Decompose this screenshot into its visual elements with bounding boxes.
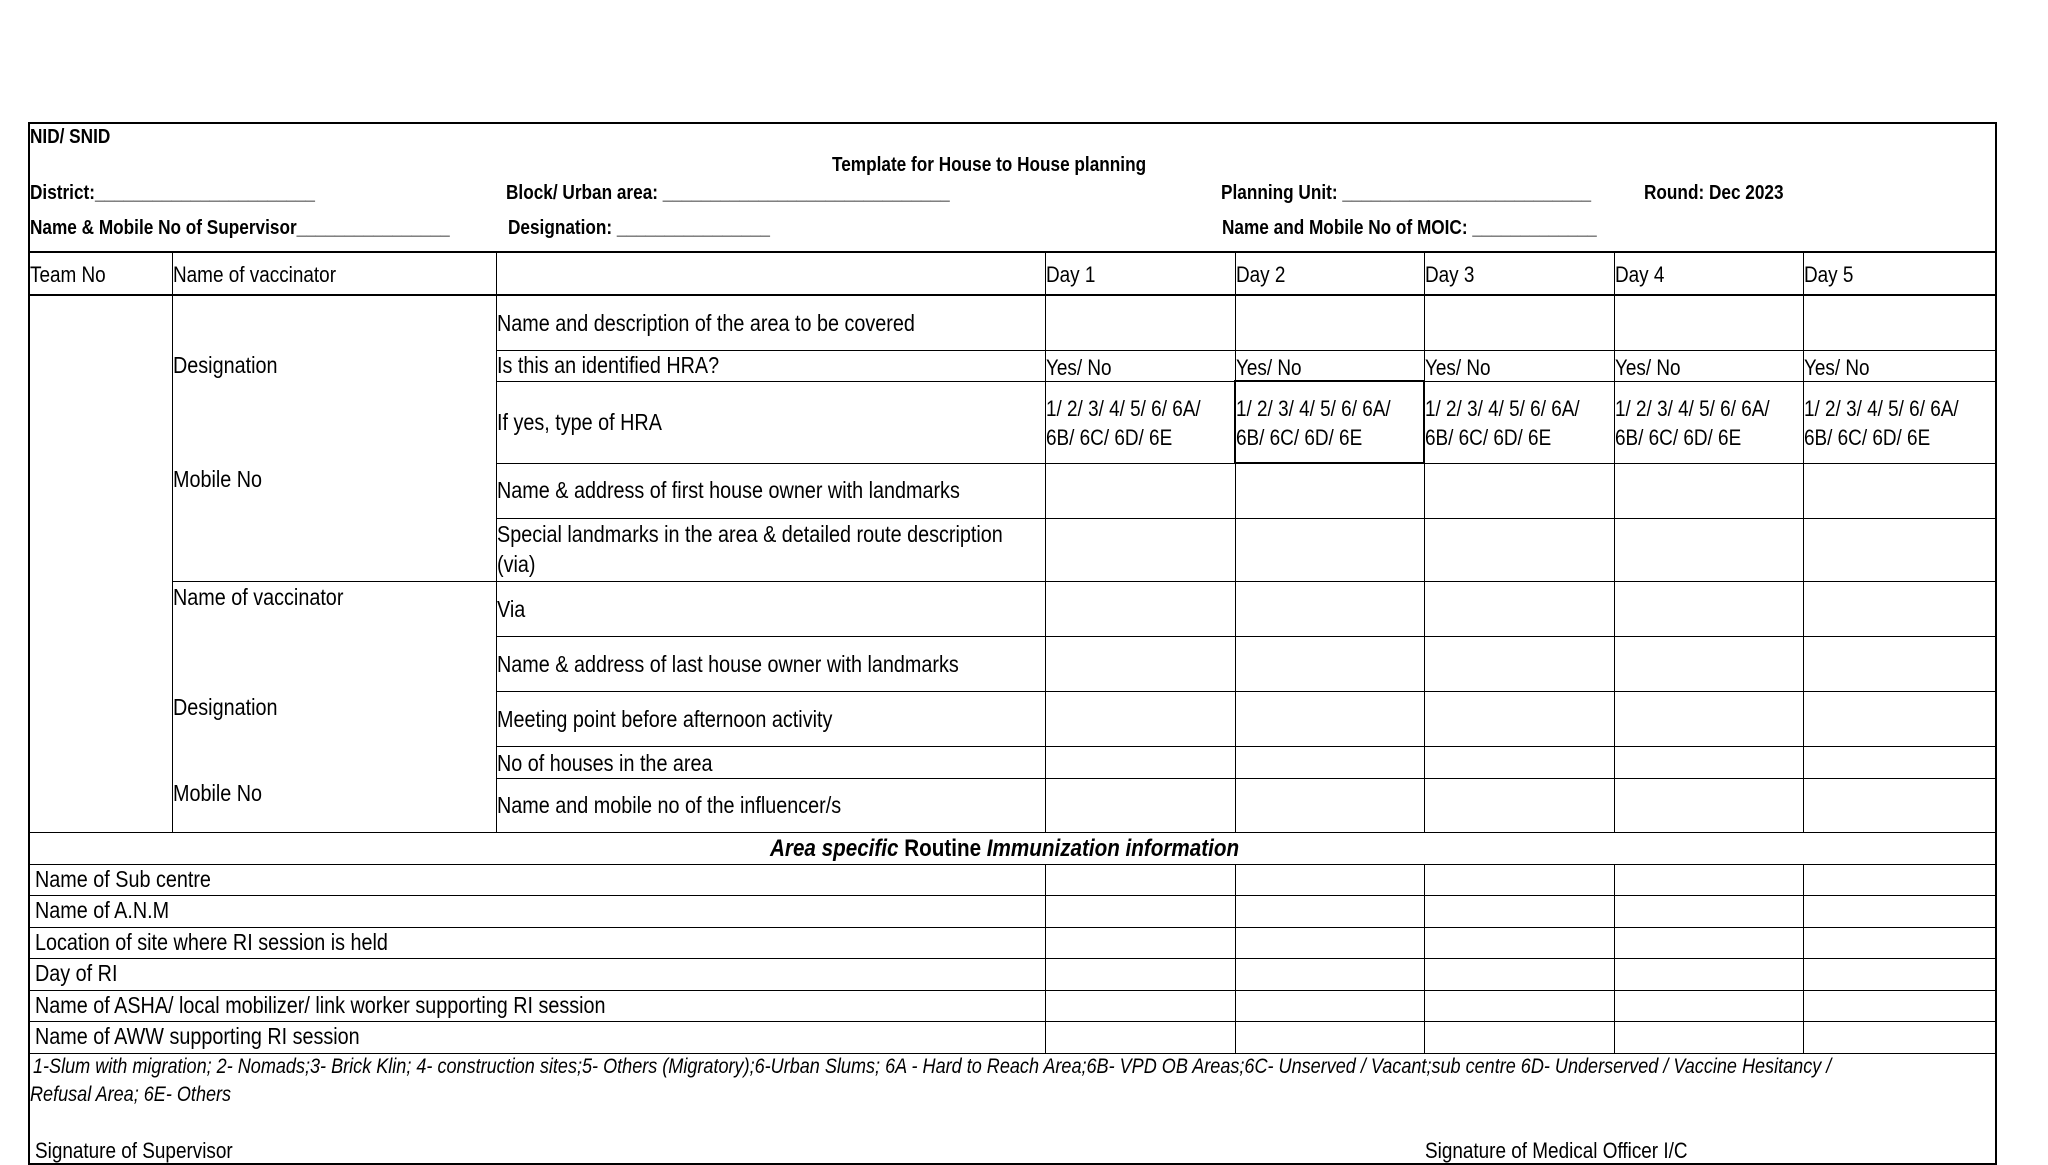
col-header-team-no: Team No (30, 262, 106, 287)
hra-types-day-2: 1/ 2/ 3/ 4/ 5/ 6/ 6A/ (1236, 396, 1391, 421)
row-line (496, 746, 1997, 747)
hra-types-day-1: 1/ 2/ 3/ 4/ 5/ 6/ 6A/ (1046, 396, 1201, 421)
row-line (172, 581, 1997, 582)
designation-label-1: Designation (173, 352, 278, 378)
row-label-influencer: Name and mobile no of the influencer/s (497, 792, 842, 818)
designation-label-2: Designation (173, 694, 278, 720)
hra-yes-no-day-5: Yes/ No (1804, 355, 1870, 380)
row-line (496, 518, 1997, 519)
ri-row-sub-centre: Name of Sub centre (35, 866, 211, 892)
col-line (1803, 252, 1804, 832)
ri-row-asha: Name of ASHA/ local mobilizer/ link worker supporting RI session (35, 992, 606, 1018)
hra-types-day-1-line2: 6B/ 6C/ 6D/ 6E (1046, 425, 1173, 450)
selected-cell[interactable] (1234, 380, 1425, 464)
col-line (1235, 864, 1236, 1053)
row-label-houses: No of houses in the area (497, 750, 713, 776)
ri-row-day: Day of RI (35, 960, 118, 986)
designation-field: Designation: ________________ (508, 217, 770, 239)
row-label-area: Name and description of the area to be covered (497, 310, 915, 336)
hra-types-day-3-line2: 6B/ 6C/ 6D/ 6E (1425, 425, 1552, 450)
hra-types-day-4: 1/ 2/ 3/ 4/ 5/ 6/ 6A/ (1615, 396, 1770, 421)
col-header-day-4: Day 4 (1615, 262, 1665, 287)
row-label-hra-type: If yes, type of HRA (497, 409, 662, 435)
row-line (496, 636, 1997, 637)
col-line (172, 252, 173, 832)
program-label: NID/ SNID (30, 126, 111, 148)
col-line (1424, 864, 1425, 1053)
row-line (28, 1053, 1997, 1054)
hra-yes-no-day-2: Yes/ No (1236, 355, 1302, 380)
vaccinator-label-2: Name of vaccinator (173, 584, 344, 610)
district-field: District:_______________________ (30, 182, 316, 204)
col-line (1614, 252, 1615, 832)
col-header-day-5: Day 5 (1804, 262, 1854, 287)
ri-section-title (770, 835, 1239, 863)
col-header-day-2: Day 2 (1236, 262, 1286, 287)
hra-types-day-2-line2: 6B/ 6C/ 6D/ 6E (1236, 425, 1363, 450)
round-label: Round: Dec 2023 (1644, 182, 1784, 204)
column-header-divider (28, 294, 1997, 296)
row-label-first-house: Name & address of first house owner with landmarks (497, 477, 960, 503)
row-label-last-house: Name & address of last house owner with landmarks (497, 651, 959, 677)
medical-officer-signature: Signature of Medical Officer I/C (1425, 1138, 1688, 1163)
col-line (1045, 864, 1046, 1053)
ri-section-title-line (28, 864, 1997, 865)
hra-legend-line-1: 1-Slum with migration; 2- Nomads;3- Brick Klin; 4- construction sites;5- Others (Migratory);6-Urban Slums; 6A - Hard to Reach Area;6B- VPD OB Areas;6C- Unserved / Vacant;sub centre 6D- Underserved / Vaccine Hesitancy / (33, 1055, 1832, 1078)
ri-title-part-3: Immunization information (986, 835, 1240, 862)
supervisor-field: Name & Mobile No of Supervisor________________ (30, 217, 450, 239)
col-header-day-1: Day 1 (1046, 262, 1096, 287)
col-header-vaccinator: Name of vaccinator (173, 262, 336, 287)
hra-types-day-5-line2: 6B/ 6C/ 6D/ 6E (1804, 425, 1931, 450)
row-line (28, 927, 1997, 928)
form-title: Template for House to House planning (832, 154, 1147, 176)
row-line (28, 958, 1997, 959)
supervisor-signature: Signature of Supervisor (35, 1138, 233, 1163)
ri-row-anm: Name of A.N.M (35, 897, 170, 923)
planning-unit-field: Planning Unit: __________________________ (1221, 182, 1592, 204)
ri-title-part-1: Area specific (770, 835, 899, 862)
row-line (28, 895, 1997, 896)
hra-yes-no-day-4: Yes/ No (1615, 355, 1681, 380)
ri-row-site: Location of site where RI session is held (35, 929, 388, 955)
col-line (1045, 252, 1046, 832)
hra-types-day-4-line2: 6B/ 6C/ 6D/ 6E (1615, 425, 1742, 450)
mobile-label-2: Mobile No (173, 780, 263, 806)
col-header-day-3: Day 3 (1425, 262, 1475, 287)
ri-row-aww: Name of AWW supporting RI session (35, 1023, 360, 1049)
row-label-hra: Is this an identified HRA? (497, 352, 720, 378)
row-label-meeting-point: Meeting point before afternoon activity (497, 706, 833, 732)
row-line (496, 350, 1997, 351)
col-line (1614, 864, 1615, 1053)
hra-types-day-5: 1/ 2/ 3/ 4/ 5/ 6/ 6A/ (1804, 396, 1959, 421)
row-label-landmarks-via: (via) (497, 551, 536, 577)
row-line (28, 1021, 1997, 1022)
hra-types-day-3: 1/ 2/ 3/ 4/ 5/ 6/ 6A/ (1425, 396, 1580, 421)
ri-section-top-line (28, 832, 1997, 833)
hra-legend-line-2: Refusal Area; 6E- Others (30, 1083, 232, 1106)
row-line (28, 990, 1997, 991)
ri-title-part-2: Routine (904, 835, 982, 862)
row-line (496, 778, 1997, 779)
col-line (1803, 864, 1804, 1053)
moic-field: Name and Mobile No of MOIC: _____________ (1222, 217, 1597, 239)
col-line (1424, 252, 1425, 832)
hra-yes-no-day-1: Yes/ No (1046, 355, 1112, 380)
hra-yes-no-day-3: Yes/ No (1425, 355, 1491, 380)
row-label-landmarks: Special landmarks in the area & detailed route description (497, 521, 1003, 547)
mobile-label-1: Mobile No (173, 466, 263, 492)
col-line (1235, 252, 1236, 832)
header-divider (28, 251, 1997, 253)
block-field: Block/ Urban area: ______________________________ (506, 182, 950, 204)
row-label-via: Via (497, 596, 526, 622)
row-line (496, 691, 1997, 692)
